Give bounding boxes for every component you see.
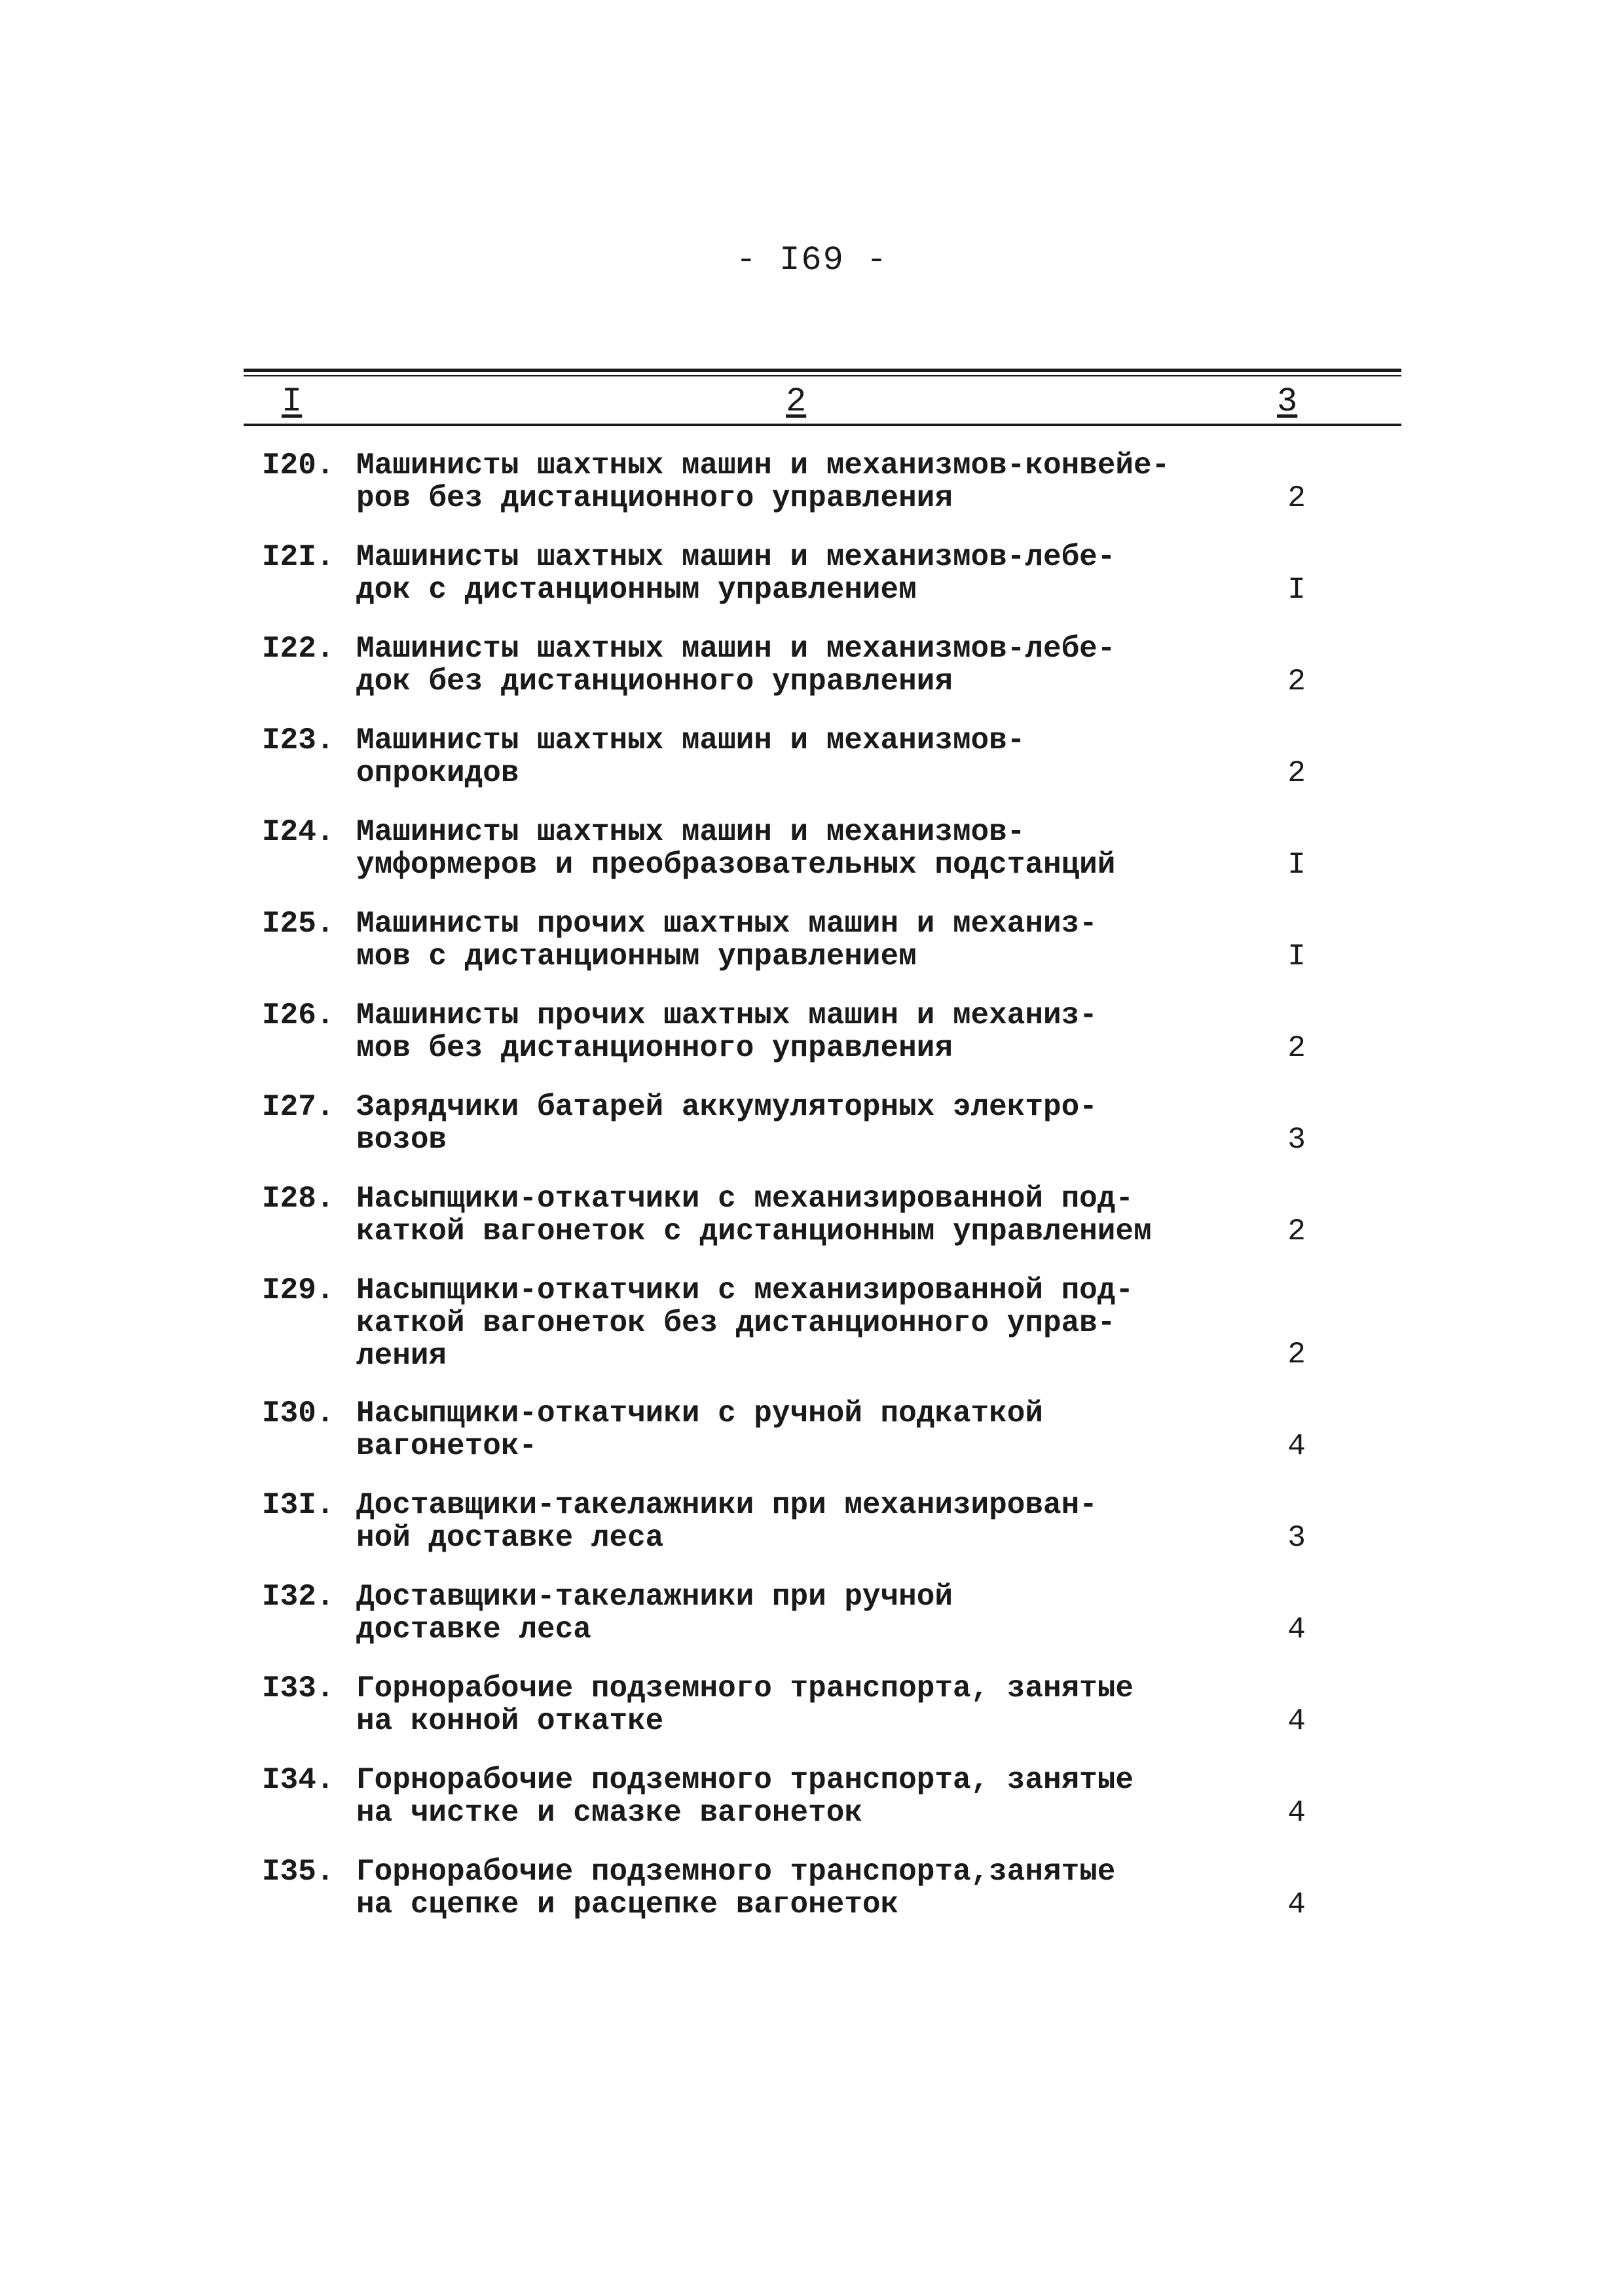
occupation-line: ной доставке леса — [356, 1521, 664, 1555]
row-occupation — [356, 816, 1234, 881]
table-row — [255, 999, 1316, 1091]
row-occupation — [356, 1764, 1234, 1829]
occupation-line: возов — [356, 1123, 447, 1157]
table-body — [255, 449, 1316, 1947]
row-occupation — [356, 999, 1234, 1065]
occupation-line: Горнорабочие подземного транспорта, занятые — [356, 1763, 1134, 1797]
row-value: 4 — [1287, 1887, 1306, 1922]
occupation-line: Насыпщики-откатчики с ручной подкаткой — [356, 1396, 1043, 1430]
occupation-line: Машинисты шахтных машин и механизмов- — [356, 723, 1025, 757]
occupation-line: на чистке и смазке вагонеток — [356, 1796, 862, 1830]
table-row — [255, 816, 1316, 907]
row-number: I28. — [262, 1182, 335, 1216]
table-top-rule — [244, 369, 1401, 372]
row-value: 2 — [1287, 1031, 1306, 1065]
row-occupation — [356, 1091, 1234, 1156]
row-occupation — [356, 541, 1234, 606]
row-occupation — [356, 1855, 1234, 1921]
occupation-line: Машинисты шахтных машин и механизмов-лебе- — [356, 632, 1116, 666]
row-occupation — [356, 632, 1234, 698]
occupation-line: опрокидов — [356, 756, 519, 790]
table-row — [255, 1397, 1316, 1489]
row-occupation — [356, 724, 1234, 790]
row-number: I25. — [262, 907, 335, 941]
row-occupation — [356, 1274, 1234, 1372]
table-row — [255, 1182, 1316, 1274]
row-number: I24. — [262, 815, 335, 849]
occupation-line: умформеров и преобразовательных подстанций — [356, 848, 1116, 882]
occupation-line: док без дистанционного управления — [356, 665, 953, 699]
row-occupation — [356, 1397, 1234, 1463]
row-number: I35. — [262, 1855, 335, 1889]
row-value: 3 — [1287, 1123, 1306, 1157]
row-number: I3I. — [262, 1488, 335, 1522]
row-number: I32. — [262, 1580, 335, 1614]
occupation-line: Машинисты шахтных машин и механизмов-лебе- — [356, 540, 1116, 574]
row-occupation — [356, 907, 1234, 973]
row-number: I20. — [262, 448, 335, 483]
occupation-line: Машинисты шахтных машин и механизмов-конвейе- — [356, 448, 1170, 483]
row-number: I33. — [262, 1671, 335, 1705]
table-row — [255, 1580, 1316, 1672]
table-row — [255, 1489, 1316, 1580]
occupation-line: каткой вагонеток без дистанционного управ- — [356, 1306, 1116, 1340]
row-value: I — [1287, 848, 1306, 882]
row-value: 2 — [1287, 1338, 1306, 1372]
row-occupation — [356, 1580, 1234, 1646]
header-bottom-rule — [244, 424, 1401, 426]
occupation-line: каткой вагонеток с дистанционным управлением — [356, 1214, 1152, 1248]
column-header-2: 2 — [786, 382, 807, 421]
occupation-line: вагонеток- — [356, 1429, 538, 1463]
column-header-1: I — [282, 382, 303, 421]
table-top-rule-thin — [244, 375, 1401, 376]
row-value: I — [1287, 573, 1306, 607]
row-value: 4 — [1287, 1429, 1306, 1463]
occupation-line: Горнорабочие подземного транспорта, занятые — [356, 1671, 1134, 1705]
row-number: I2I. — [262, 540, 335, 574]
row-value: I — [1287, 939, 1306, 974]
row-value: 4 — [1287, 1704, 1306, 1738]
table-row — [255, 907, 1316, 999]
table-row — [255, 1855, 1316, 1947]
page-number: - I69 - — [735, 241, 889, 280]
row-number: I23. — [262, 723, 335, 757]
table-row — [255, 1274, 1316, 1397]
table-row — [255, 1764, 1316, 1855]
occupation-line: мов с дистанционным управлением — [356, 939, 917, 974]
occupation-line: на конной откатке — [356, 1704, 664, 1738]
table-row — [255, 541, 1316, 632]
row-occupation — [356, 1182, 1234, 1248]
occupation-line: ров без дистанционного управления — [356, 481, 953, 515]
occupation-line: Доставщики-такелажники при механизирован- — [356, 1488, 1098, 1522]
table-row — [255, 1672, 1316, 1764]
row-number: I22. — [262, 632, 335, 666]
row-value: 4 — [1287, 1613, 1306, 1647]
occupation-line: Машинисты прочих шахтных машин и механиз- — [356, 907, 1098, 941]
row-number: I34. — [262, 1763, 335, 1797]
row-value: 3 — [1287, 1521, 1306, 1555]
occupation-line: Насыпщики-откатчики с механизированной под- — [356, 1182, 1134, 1216]
occupation-line: ления — [356, 1339, 447, 1373]
occupation-line: Горнорабочие подземного транспорта,занятые — [356, 1855, 1116, 1889]
row-value: 2 — [1287, 481, 1306, 515]
row-number: I27. — [262, 1090, 335, 1124]
row-occupation — [356, 1672, 1234, 1738]
occupation-line: доставке леса — [356, 1613, 591, 1647]
row-value: 2 — [1287, 1214, 1306, 1248]
table-row — [255, 632, 1316, 724]
row-number: I30. — [262, 1396, 335, 1430]
row-number: I29. — [262, 1273, 335, 1307]
occupation-line: Машинисты прочих шахтных машин и механиз- — [356, 998, 1098, 1032]
occupation-line: Зарядчики батарей аккумуляторных электро- — [356, 1090, 1098, 1124]
row-value: 2 — [1287, 756, 1306, 790]
table-row — [255, 724, 1316, 816]
row-number: I26. — [262, 998, 335, 1032]
table-row — [255, 1091, 1316, 1182]
row-occupation — [356, 1489, 1234, 1554]
table-row — [255, 449, 1316, 541]
row-value: 2 — [1287, 665, 1306, 699]
row-occupation — [356, 449, 1234, 515]
occupation-line: док с дистанционным управлением — [356, 573, 917, 607]
occupation-line: на сцепке и расцепке вагонеток — [356, 1887, 899, 1922]
row-value: 4 — [1287, 1796, 1306, 1830]
column-header-3: 3 — [1277, 382, 1298, 421]
occupation-line: мов без дистанционного управления — [356, 1031, 953, 1065]
occupation-line: Доставщики-такелажники при ручной — [356, 1580, 953, 1614]
occupation-line: Машинисты шахтных машин и механизмов- — [356, 815, 1025, 849]
occupation-line: Насыпщики-откатчики с механизированной под- — [356, 1273, 1134, 1307]
